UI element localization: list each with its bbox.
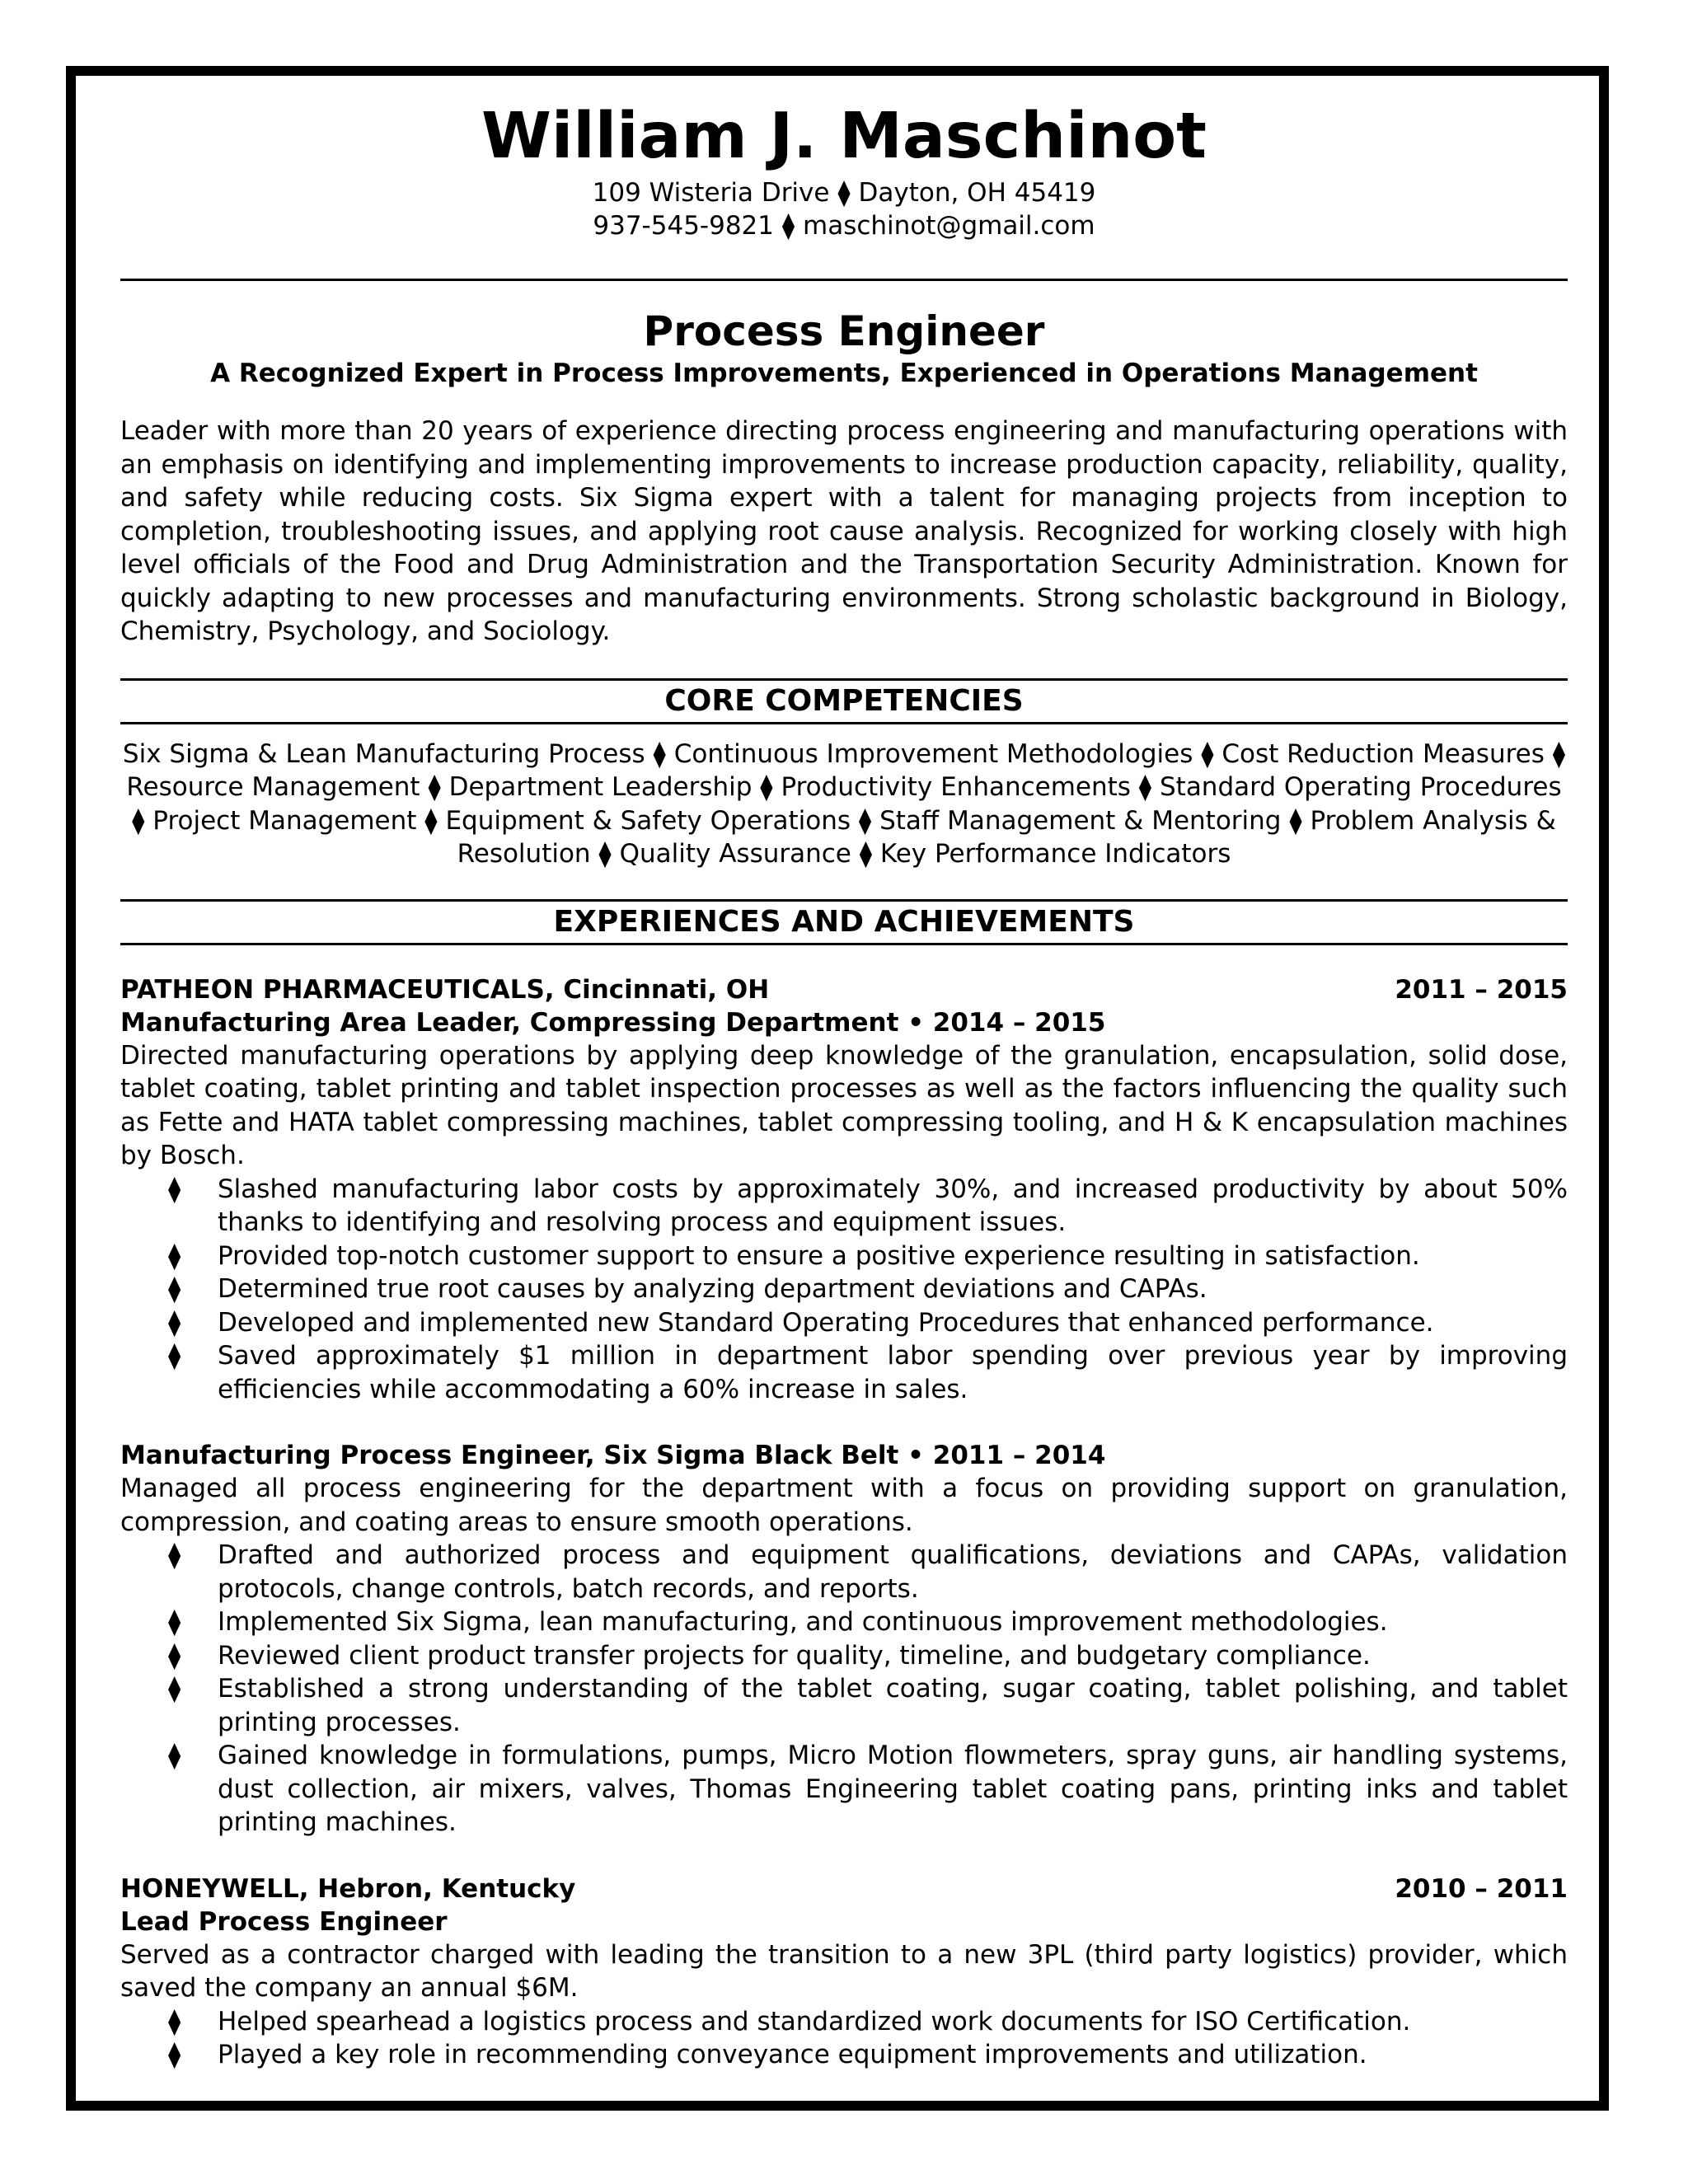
achievement-item: [168, 1272, 1568, 1306]
role-title: Manufacturing Process Engineer, Six Sigma Black Belt • 2011 – 2014: [120, 1441, 1106, 1470]
achievement-list: [120, 1539, 1568, 1840]
achievement-item: [168, 1173, 1568, 1240]
achievement-item: [168, 1539, 1568, 1605]
achievement-text: Played a key role in recommending conveyance equipment improvements and utilization.: [218, 2040, 1367, 2069]
diamond-bullet-icon: ⧫: [168, 1640, 181, 1671]
contact-address: 109 Wisteria Drive ⧫ Dayton, OH 45419: [592, 178, 1096, 208]
achievement-text: Gained knowledge in formulations, pumps, Micro Motion flowmeters, spray guns, air handling systems, dust collection, air mixers, valves, Thomas Engineering tablet coating pans, printing inks and tablet printing machines.: [218, 1741, 1568, 1837]
job-header: [120, 973, 1568, 1006]
achievement-item: [168, 1605, 1568, 1639]
achievement-text: Reviewed client product transfer projects for quality, timeline, and budgetary compliance.: [218, 1640, 1371, 1671]
achievement-list: [120, 2005, 1568, 2072]
achievement-text: Saved approximately $1 million in department labor spending over previous year by improving efficiencies while accommodating a 60% increase in sales.: [218, 1341, 1568, 1404]
job-entry: [120, 1872, 1568, 2072]
headline-title: Process Engineer: [643, 307, 1045, 355]
diamond-bullet-icon: ⧫: [168, 1341, 181, 1371]
competencies-list: Six Sigma & Lean Manufacturing Process ⧫ Continuous Improvement Methodologies ⧫ Cost Reduction Measures ⧫ Resource Management ⧫ Department Leadership ⧫ Productivity Enhancements ⧫ Standard Operating Procedures ⧫ Project Management ⧫ Equipment & Safety Operations ⧫ Staff Management & Mentoring ⧫ Problem Analysis & Resolution ⧫ Quality Assurance ⧫ Key Performance Indicators: [122, 738, 1566, 869]
company-name: HONEYWELL, Hebron, Kentucky: [120, 1873, 576, 1904]
achievement-item: [168, 1639, 1568, 1673]
diamond-bullet-icon: ⧫: [168, 1307, 181, 1338]
diamond-bullet-icon: ⧫: [168, 1540, 181, 1570]
achievement-item: [168, 1339, 1568, 1406]
headline-subtitle: A Recognized Expert in Process Improvements, Experienced in Operations Management: [210, 359, 1478, 388]
experience-heading: EXPERIENCES AND ACHIEVEMENTS: [553, 904, 1135, 939]
achievement-list: [120, 1173, 1568, 1407]
achievement-text: Determined true root causes by analyzing department deviations and CAPAs.: [218, 1274, 1207, 1304]
header-divider: [120, 279, 1568, 281]
diamond-bullet-icon: ⧫: [168, 1674, 181, 1704]
role-title: Lead Process Engineer: [120, 1906, 448, 1937]
role-description: Directed manufacturing operations by applying deep knowledge of the granulation, encapsulation, solid dose, tablet coating, tablet printing and tablet inspection processes as well as the factors influencing the quality such as Fette and HATA tablet compressing machines, tablet compressing tooling, and H & K encapsulation machines by Bosch.: [120, 1040, 1568, 1170]
achievement-text: Developed and implemented new Standard Operating Procedures that enhanced performance.: [218, 1307, 1434, 1338]
achievement-text: Slashed manufacturing labor costs by approximately 30%, and increased productivity by about 50% thanks to identifying and resolving process and equipment issues.: [218, 1174, 1568, 1237]
role-title: Manufacturing Area Leader, Compressing Department • 2014 – 2015: [120, 1007, 1106, 1038]
contact-phone-email: 937-545-9821 ⧫ maschinot@gmail.com: [593, 211, 1095, 241]
company-name: PATHEON PHARMACEUTICALS, Cincinnati, OH: [120, 974, 770, 1005]
experience-bottom-rule: [120, 943, 1568, 945]
job-header: [120, 1872, 1568, 1905]
achievement-item: [168, 1306, 1568, 1340]
diamond-bullet-icon: ⧫: [168, 1174, 181, 1204]
role-description: Served as a contractor charged with leading the transition to a new 3PL (third party logistics) provider, which saved the company an annual $6M.: [120, 1939, 1568, 2003]
job-dates: 2011 – 2015: [1395, 974, 1568, 1005]
competencies-heading: CORE COMPETENCIES: [664, 683, 1024, 718]
role-description: Managed all process engineering for the department with a focus on providing support on granulation, compression, and coating areas to ensure smooth operations.: [120, 1474, 1568, 1537]
competencies-bottom-rule: [120, 722, 1568, 724]
diamond-bullet-icon: ⧫: [168, 1240, 181, 1271]
achievement-text: Established a strong understanding of the tablet coating, sugar coating, tablet polishing, and tablet printing processes.: [218, 1674, 1568, 1737]
summary-paragraph: Leader with more than 20 years of experience directing process engineering and manufacturing operations with an emphasis on identifying and implementing improvements to increase production capacity, reliability, quality, and safety while reducing costs. Six Sigma expert with a talent for managing projects from inception to completion, troubleshooting issues, and applying root cause analysis. Recognized for working closely with high level officials of the Food and Drug Administration and the Transportation Security Administration. Known for quickly adapting to new processes and manufacturing environments. Strong scholastic background in Biology, Chemistry, Psychology, and Sociology.: [120, 416, 1568, 646]
achievement-item: [168, 2005, 1568, 2039]
resume-body: [120, 97, 1568, 2072]
achievement-text: Drafted and authorized process and equipment qualifications, deviations and CAPAs, validation protocols, change controls, batch records, and reports.: [218, 1540, 1568, 1604]
achievement-item: [168, 2038, 1568, 2072]
diamond-bullet-icon: ⧫: [168, 2040, 181, 2069]
job-entry: [120, 973, 1568, 1840]
achievement-item: [168, 1240, 1568, 1273]
achievement-text: Helped spearhead a logistics process and standardized work documents for ISO Certification.: [218, 2006, 1411, 2036]
achievement-item: [168, 1739, 1568, 1840]
achievement-text: Provided top-notch customer support to ensure a positive experience resulting in satisfaction.: [218, 1240, 1420, 1271]
achievement-text: Implemented Six Sigma, lean manufacturing, and continuous improvement methodologies.: [218, 1607, 1388, 1637]
diamond-bullet-icon: ⧫: [168, 2006, 181, 2036]
diamond-bullet-icon: ⧫: [168, 1607, 181, 1637]
job-dates: 2010 – 2011: [1395, 1873, 1568, 1904]
diamond-bullet-icon: ⧫: [168, 1274, 181, 1304]
achievement-item: [168, 1672, 1568, 1739]
candidate-name: William J. Maschinot: [481, 100, 1207, 173]
diamond-bullet-icon: ⧫: [168, 1741, 181, 1770]
